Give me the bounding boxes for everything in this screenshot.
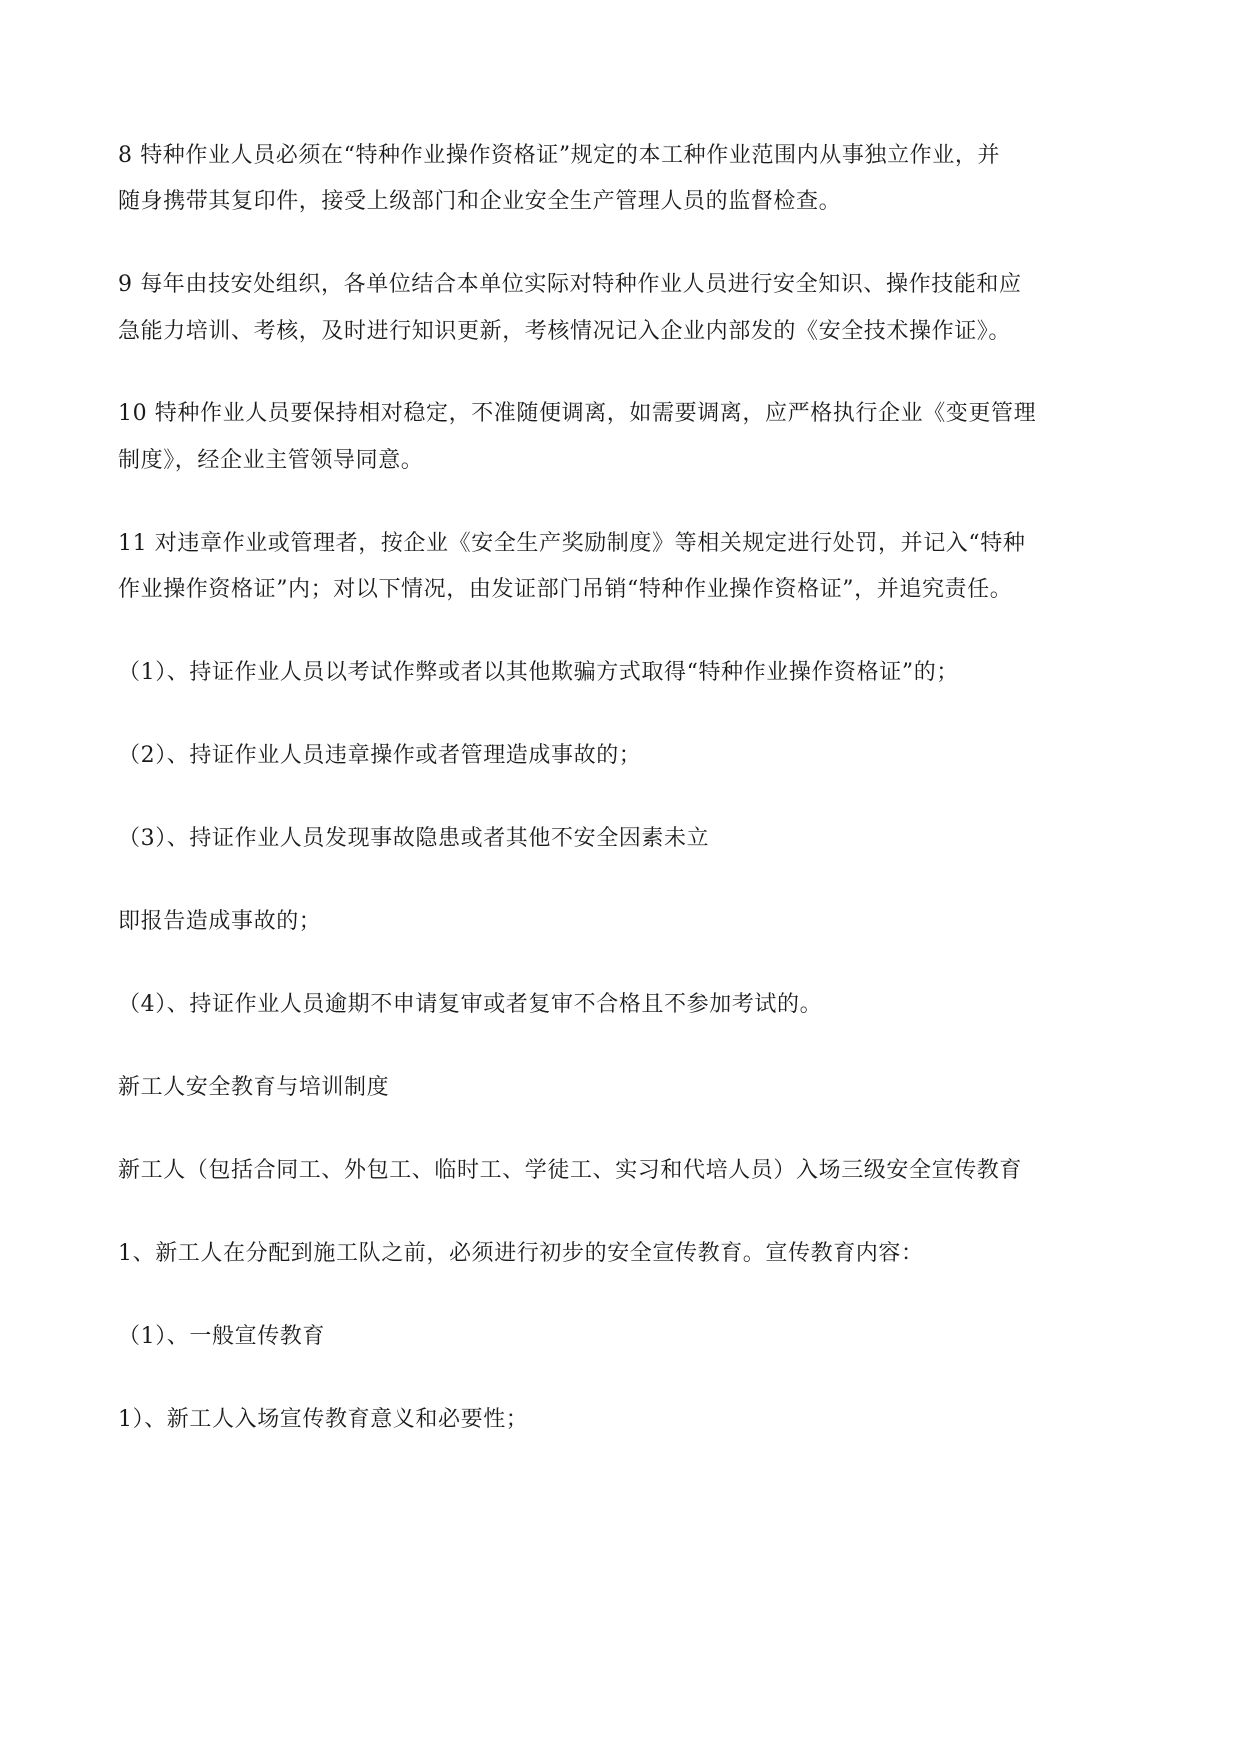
section-heading: 新工人安全教育与培训制度 (118, 1075, 390, 1100)
paragraph-8-line-2: 随身携带其复印件，接受上级部门和企业安全生产管理人员的监督检查。 (118, 189, 842, 214)
list-item-1: （1）、持证作业人员以考试作弊或者以其他欺骗方式取得“特种作业操作资格证”的； (118, 660, 959, 685)
item-1-paragraph: 1、新工人在分配到施工队之前，必须进行初步的安全宣传教育。宣传教育内容： (118, 1241, 924, 1266)
list-item-4: （4）、持证作业人员逾期不申请复审或者复审不合格且不参加考试的。 (118, 992, 823, 1017)
list-item-3-line-2: 即报告造成事故的； (118, 909, 322, 934)
paragraph-10-line-2: 制度》，经企业主管领导同意。 (118, 448, 424, 473)
paragraph-10-line-1: 10 特种作业人员要保持相对稳定，不准随便调离，如需要调离，应严格执行企业《变更管理 (118, 401, 1037, 426)
intro-paragraph: 新工人（包括合同工、外包工、临时工、学徒工、实习和代培人员）入场三级安全宣传教育 (118, 1158, 1023, 1183)
sub-item-1: （1）、一般宣传教育 (118, 1324, 325, 1349)
list-item-3-line-1: （3）、持证作业人员发现事故隐患或者其他不安全因素未立 (118, 826, 710, 851)
paragraph-9-line-2: 急能力培训、考核，及时进行知识更新，考核情况记入企业内部发的《安全技术操作证》。 (118, 319, 1012, 344)
paragraph-9-line-1: 9 每年由技安处组织，各单位结合本单位实际对特种作业人员进行安全知识、操作技能和应 (118, 272, 1022, 297)
paragraph-11-line-1: 11 对违章作业或管理者，按企业《安全生产奖励制度》等相关规定进行处罚，并记入“特种 (118, 531, 1026, 556)
sub-sub-item-1: 1）、新工人入场宣传教育意义和必要性； (118, 1407, 529, 1432)
paragraph-11-line-2: 作业操作资格证”内；对以下情况，由发证部门吊销“特种作业操作资格证”，并追究责任。 (118, 577, 1013, 602)
paragraph-8-line-1: 8 特种作业人员必须在“特种作业操作资格证”规定的本工种作业范围内从事独立作业，并 (118, 143, 1001, 168)
list-item-2: （2）、持证作业人员违章操作或者管理造成事故的； (118, 743, 642, 768)
